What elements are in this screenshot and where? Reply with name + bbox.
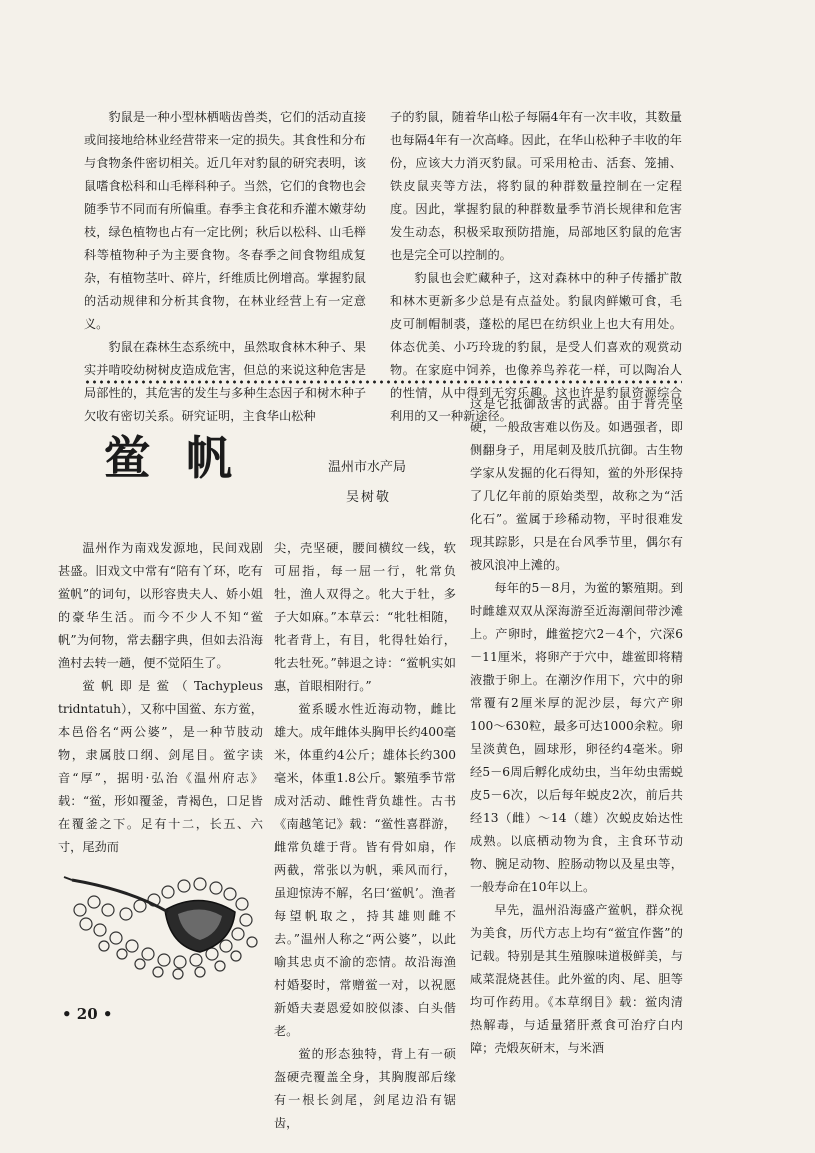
paragraph: 温州作为南戏发源地，民间戏剧甚盛。旧戏文中常有“陪有丫环，吃有鲎帆”的词句，以形容贵夫人、娇小姐的豪华生活。而今不少人不知“鲎帆”为何物，常去翻字典，但如去沿海渔村去转一趟，便不觉陌生了。 bbox=[58, 541, 263, 670]
article-column-1 bbox=[58, 537, 263, 859]
paragraph: 尖，壳坚硬，腰间横纹一线，软可屈指，每一屈一行，牝常负牡，渔人双得之。牝大于牡，多子大如麻。”本草云：“牝牡相随，牝者背上，有目，牝得牡始行，牝去牡死。”韩退之诗：“鲎帆实如惠，首眼相附行。” bbox=[274, 541, 456, 693]
paragraph: 这是它抵御敌害的武器。由于背壳坚硬，一般敌害难以伤及。如遇强者，即侧翻身子，用尾刺及肢爪抗御。古生物学家从发掘的化石得知，鲎的外形保持了几亿年前的原始类型，故称之为“活化石”。鲎属于珍稀动物，平时很难发现其踪影，只是在台风季节里，偶尔有被风浪冲上滩的。 bbox=[470, 397, 683, 572]
article-title: 鲎帆 bbox=[104, 431, 268, 485]
author-name: 吴树敬 bbox=[346, 490, 392, 505]
dotted-divider bbox=[84, 378, 682, 386]
author-organization: 温州市水产局 bbox=[328, 460, 407, 475]
paragraph: 早先，温州沿海盛产鲎帆，群众视为美食，历代方志上均有“鲎宜作酱”的记载。特别是其生殖腺味道极鲜美，与咸菜混烧甚佳。此外鲎的肉、尾、胆等均可作药用。《本草纲目》载：鲎肉清热解毒，与适量猪肝煮食可治疗白内障；壳煅灰研末，与米酒 bbox=[470, 903, 683, 1055]
paragraph: 豹鼠也会贮藏种子，这对森林中的种子传播扩散和林木更新多少总是有点益处。豹鼠肉鲜嫩可食，毛皮可制帽制裘，蓬松的尾巴在纺织业上也大有用处。体态优美、小巧玲珑的豹鼠，是受人们喜欢的观赏动物。在家庭中饲养，也像养鸟养花一样，可以陶冶人的性情，从中得到无穷乐趣。这也许是豹鼠资源综合利用的又一种新途径。 bbox=[390, 271, 682, 423]
paragraph: 鲎的形态独特，背上有一硕盔硬壳覆盖全身，其胸腹部后缘有一根长剑尾，剑尾边沿有锯齿， bbox=[274, 1047, 456, 1130]
paragraph: 每年的5－8月，为鲎的繁殖期。到时雌雄双双从深海游至近海潮间带沙滩上。产卵时，雌鲎挖穴2－4个，穴深6－11厘米，将卵产于穴中，雄鲎即将精液撒于卵上。在潮汐作用下，穴中的卵常覆有2厘米厚的泥沙层，每穴产卵100～630粒，最多可达1000余粒。卵呈淡黄色，圆球形，卵径约4毫米。卵经5－6周后孵化成幼虫，当年幼虫需蜕皮5－6次，以后每年蜕皮2次，前后共经13（雌）～14（雄）次蜕皮始达性成熟。以底栖动物为食，主食环节动物、腕足动物、腔肠动物以及星虫等，一般寿命在10年以上。 bbox=[470, 581, 683, 894]
article-column-3 bbox=[470, 393, 683, 1060]
page-number: • 20 • bbox=[62, 1005, 113, 1023]
horseshoe-crab-illustration bbox=[60, 850, 260, 980]
paragraph: 鲎帆即是鲎（Tachypleus tridntatuh），又称中国鲎、东方鲎，本邑俗名“两公婆”，是一种节肢动物，隶属肢口纲、剑尾目。鲎字读音“厚”，据明·弘治《温州府志》载：“鲎，形如覆釜，青褐色，口足皆在覆釜之下。足有十二，长五、六寸，尾劲而 bbox=[58, 679, 263, 854]
article-column-2 bbox=[274, 537, 456, 1135]
paragraph: 鲎系暖水性近海动物，雌比雄大。成年雌体头胸甲长约400毫米，体重约4公斤；雄体长约300毫米，体重1.8公斤。繁殖季节常成对活动、雌性背负雄性。古书《南越笔记》载：“鲎性喜群游，雌常负雄于背。皆有骨如扇，作两截，常张以为帆，乘风而行，虽迎惊涛不解，名曰‘鲎帆’。渔者每望帆取之，持其雄则雌不去。”温州人称之“两公婆”，以此喻其忠贞不渝的恋情。故沿海渔村婚娶时，常赠鲎一对，以祝愿新婚夫妻恩爱如胶似漆、白头偕老。 bbox=[274, 702, 456, 1038]
paragraph: 豹鼠是一种小型林栖啮齿兽类，它们的活动直接或间接地给林业经营带来一定的损失。其食性和分布与食物条件密切相关。近几年对豹鼠的研究表明，该鼠嗜食松科和山毛榉科种子。当然，它们的食物也会随季节不同而有所偏重。春季主食花和乔灌木嫩芽幼枝，绿色植物也占有一定比例；秋后以松科、山毛榉科等植物种子为主要食物。冬春季之间食物组成复杂，有植物茎叶、碎片，纤维质比例增高。掌握豹鼠的活动规律和分析其食物，在林业经营上有一定意义。 bbox=[84, 110, 366, 331]
paragraph: 豹鼠在森林生态系统中，虽然取食林木种子、果实并啃咬幼树树皮造成危害，但总的来说这种危害是局部性的，其危害的发生与多种生态因子和树木种子欠收有密切关系。研究证明，主食华山松种 bbox=[84, 340, 366, 423]
paragraph: 子的豹鼠，随着华山松子每隔4年有一次丰收，其数量也每隔4年有一次高峰。因此，在华山松种子丰收的年份，应该大力消灭豹鼠。可采用枪击、活套、笼捕、铁皮鼠夹等方法，将豹鼠的种群数量控制在一定程度。因此，掌握豹鼠的种群数量季节消长规律和危害发生动态，积极采取预防措施，局部地区豹鼠的危害也是完全可以控制的。 bbox=[390, 110, 682, 262]
